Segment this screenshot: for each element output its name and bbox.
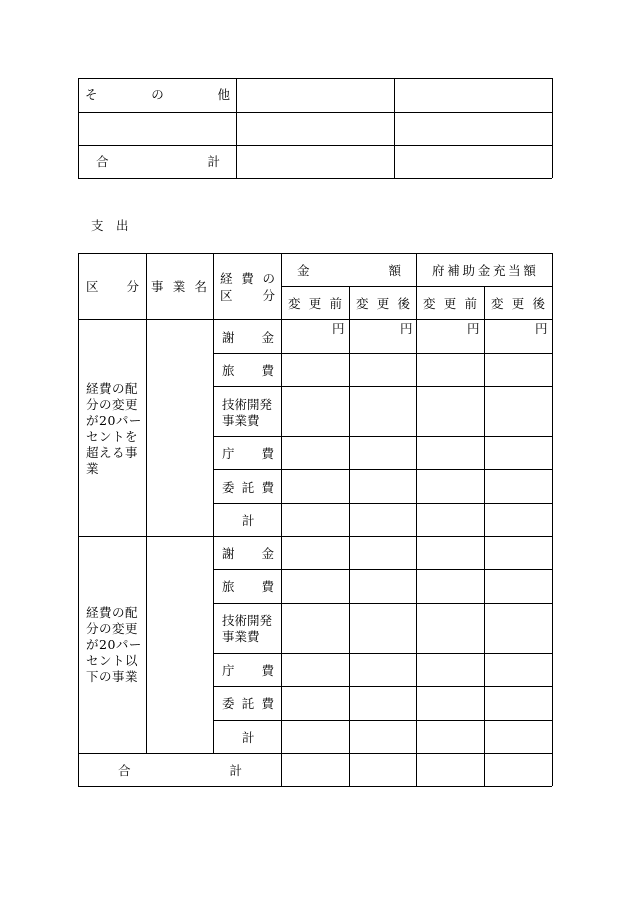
item-char: 委 — [222, 480, 235, 495]
item-char: 金 — [261, 546, 274, 561]
header-before-change — [423, 297, 477, 311]
header-char: 充 — [492, 263, 506, 278]
unit-label: 円 — [332, 321, 345, 336]
item-char: 旅 — [222, 363, 235, 378]
header-char: 前 — [329, 296, 342, 311]
item-char: 費 — [261, 480, 274, 495]
header-char: 名 — [194, 279, 207, 294]
table-rule — [78, 786, 552, 787]
item-travel — [222, 580, 274, 594]
table-rule — [484, 286, 485, 786]
total-char: 合 — [118, 763, 131, 778]
category-under-20-percent: 経費の配分の変更が20パーセント以下の事業 — [86, 605, 142, 684]
header-char: の — [262, 271, 275, 286]
header-char: 区 — [220, 288, 233, 303]
item-honorarium — [222, 547, 274, 561]
table-rule — [78, 753, 552, 754]
item-subtotal: 計 — [242, 513, 255, 528]
item-char: 旅 — [222, 579, 235, 594]
item-char: 費 — [261, 579, 274, 594]
header-char: 経 — [220, 271, 233, 286]
item-consignment — [222, 697, 274, 711]
table-rule — [213, 720, 552, 721]
table-rule — [213, 253, 214, 753]
item-consignment — [222, 481, 274, 495]
header-char: 事 — [151, 279, 164, 294]
header-char: 額 — [523, 263, 536, 278]
table-rule — [349, 286, 350, 786]
header-char: 更 — [308, 296, 322, 311]
table-rule — [281, 253, 282, 786]
header-char: 業 — [172, 279, 186, 294]
total-char: 計 — [229, 763, 242, 778]
header-char: 変 — [288, 296, 301, 311]
table-rule — [213, 353, 552, 354]
category-over-20-percent: 経費の配分の変更が20パーセントを超える事業 — [86, 381, 142, 476]
header-char: 府 — [432, 263, 445, 278]
label-char: 他 — [217, 87, 230, 102]
header-char: 後 — [532, 296, 545, 311]
unit-label: 円 — [467, 321, 480, 336]
table-rule — [213, 503, 552, 504]
item-char: 委 — [222, 696, 235, 711]
item-char: 託 — [241, 480, 255, 495]
header-char: 変 — [491, 296, 504, 311]
unit-label: 円 — [535, 321, 548, 336]
table-rule — [78, 253, 552, 254]
table-rule — [146, 253, 147, 753]
expenditure-heading: 支 出 — [91, 218, 129, 233]
header-char: 更 — [443, 296, 457, 311]
item-char: 費 — [261, 446, 274, 461]
item-char: 費 — [261, 663, 274, 678]
header-char: 変 — [356, 296, 369, 311]
grand-total-label — [118, 764, 242, 778]
label-char: 合 — [96, 154, 109, 169]
header-char: 区 — [86, 279, 99, 294]
item-char: 託 — [241, 696, 255, 711]
header-after-change — [356, 297, 410, 311]
table-rule — [213, 686, 552, 687]
item-char: 謝 — [222, 546, 235, 561]
table-rule — [78, 536, 552, 537]
item-subtotal: 計 — [242, 730, 255, 745]
header-category — [86, 280, 139, 294]
header-char: 分 — [126, 279, 139, 294]
item-char: 庁 — [222, 663, 235, 678]
header-char: 金 — [477, 263, 491, 278]
item-travel — [222, 364, 274, 378]
table-rule — [213, 603, 552, 604]
item-char: 謝 — [222, 330, 235, 345]
header-char: 費 — [241, 271, 254, 286]
table-rule — [213, 653, 552, 654]
item-char: 費 — [261, 363, 274, 378]
table-rule — [78, 319, 552, 320]
table-rule — [78, 253, 79, 786]
header-after-change — [491, 297, 545, 311]
unit-label: 円 — [400, 321, 413, 336]
table-rule — [552, 253, 553, 786]
header-char: 更 — [376, 296, 390, 311]
header-char: 更 — [511, 296, 525, 311]
header-project-name — [151, 280, 207, 294]
header-char: 変 — [423, 296, 436, 311]
item-tech-development: 技術開発事業費 — [222, 613, 273, 644]
item-char: 庁 — [222, 446, 235, 461]
header-subsidy — [432, 264, 536, 278]
header-char: 助 — [462, 263, 475, 278]
header-before-change — [288, 297, 342, 311]
header-expense-type-line1 — [220, 272, 275, 286]
header-char: 額 — [388, 263, 401, 278]
table-rule — [213, 469, 552, 470]
header-char: 当 — [508, 263, 521, 278]
label-char: の — [151, 87, 164, 102]
item-honorarium — [222, 331, 274, 345]
header-char: 後 — [397, 296, 410, 311]
label-char: そ — [85, 87, 98, 102]
header-expense-type-line2 — [220, 289, 275, 303]
item-office — [222, 664, 274, 678]
table-rule — [213, 436, 552, 437]
table-rule — [213, 386, 552, 387]
item-char: 金 — [261, 330, 274, 345]
header-char: 前 — [464, 296, 477, 311]
item-tech-development: 技術開発事業費 — [222, 397, 273, 428]
table-rule — [416, 253, 417, 786]
item-office — [222, 447, 274, 461]
header-char: 補 — [447, 263, 460, 278]
header-char: 金 — [297, 263, 310, 278]
header-char: 分 — [262, 288, 275, 303]
label-char: 計 — [207, 154, 220, 169]
header-amount — [297, 264, 401, 278]
table-rule — [213, 569, 552, 570]
item-char: 費 — [261, 696, 274, 711]
